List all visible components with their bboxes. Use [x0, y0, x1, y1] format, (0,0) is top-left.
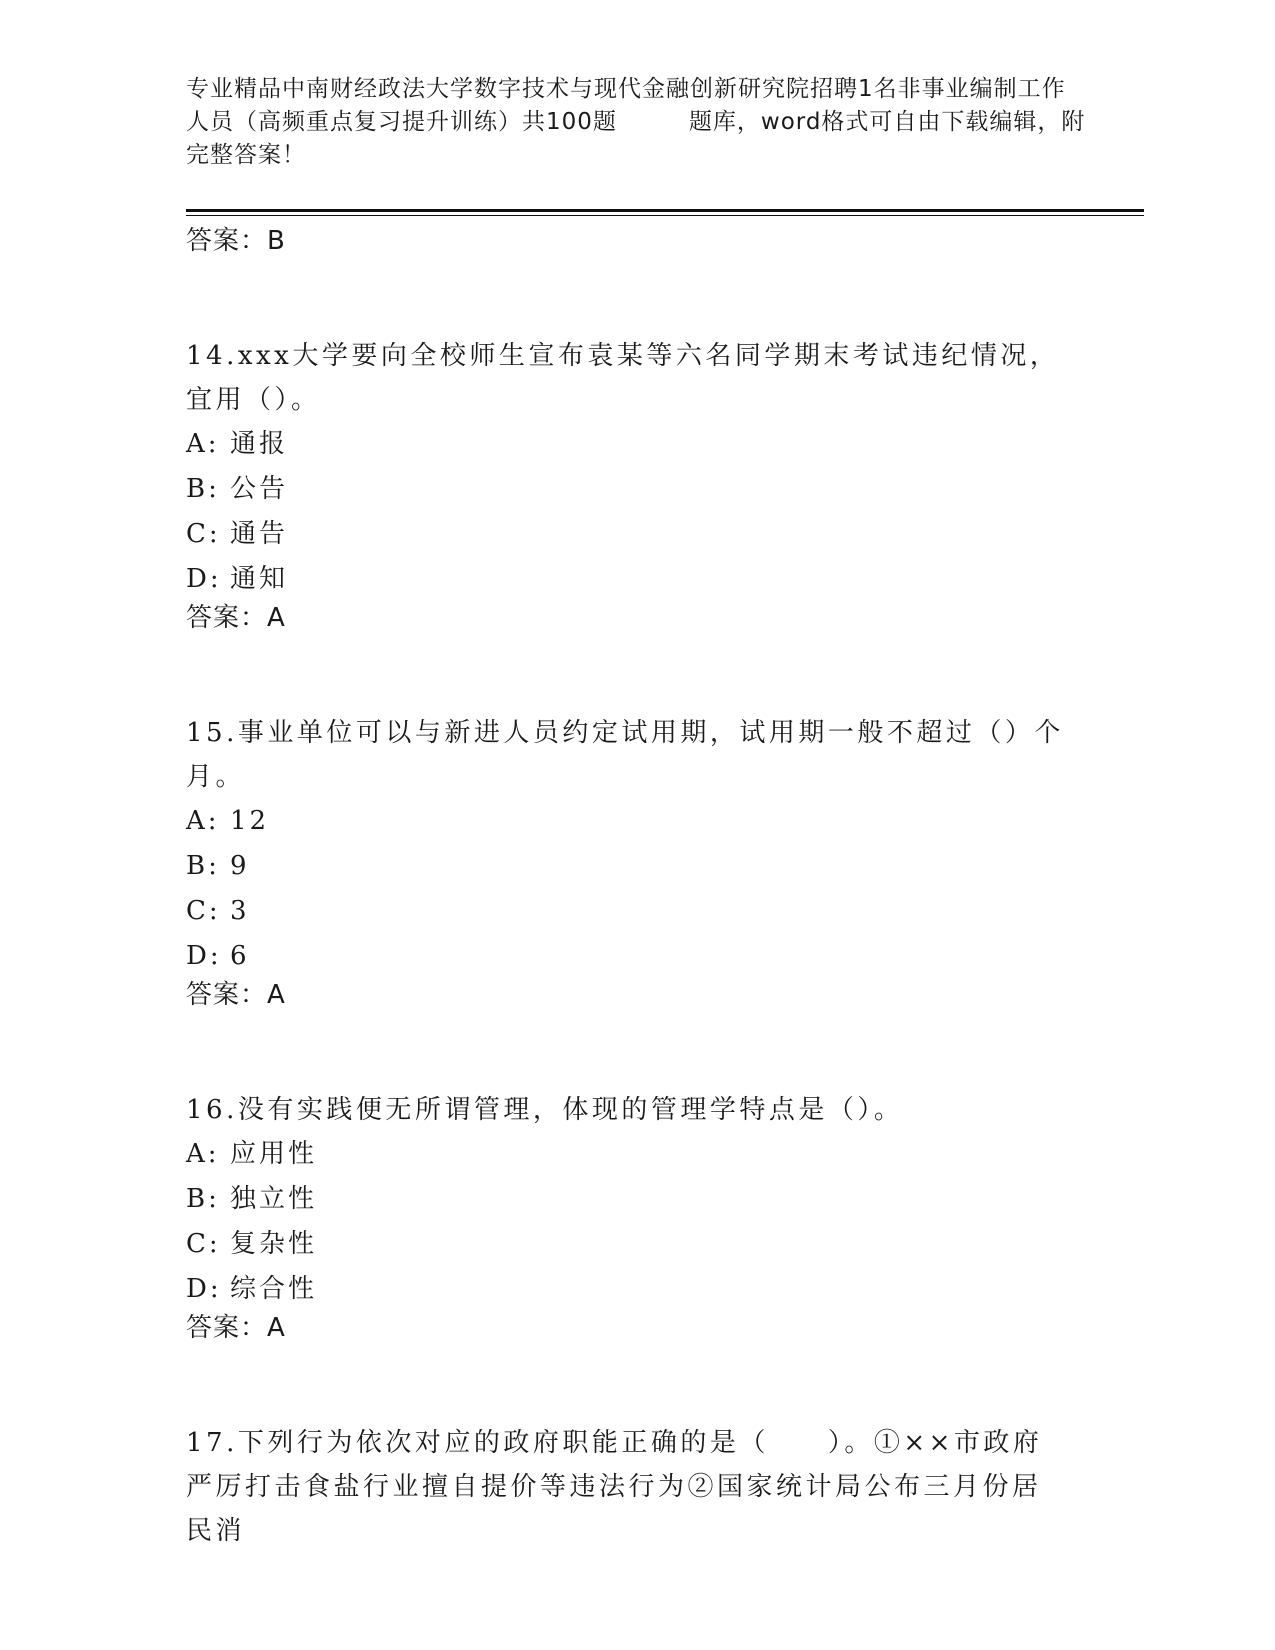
question-text: 16.没有实践便无所谓管理，体现的管理学特点是（）。: [186, 1095, 904, 1125]
option-text: 公告: [230, 474, 289, 504]
answer-16: 答案：A: [186, 1313, 286, 1343]
document-header: 专业精品中南财经政法大学数字技术与现代金融创新研究院招聘1名非事业编制工作人员（高频重点复习提升训练）共100题 题库，word格式可自由下载编辑，附完整答案！: [186, 76, 1086, 168]
option-text: 通知: [230, 564, 289, 594]
option-text: 综合性: [230, 1274, 318, 1304]
option-d: [186, 934, 1066, 979]
option-text: 复杂性: [230, 1229, 318, 1259]
option-key: A:: [186, 806, 220, 836]
option-a: [186, 799, 1066, 844]
header-divider-thin: [186, 215, 1144, 216]
option-text: 通报: [230, 429, 289, 459]
option-key: D:: [186, 1274, 222, 1304]
question-text: 15.事业单位可以与新进人员约定试用期，试用期一般不超过（）个月。: [186, 718, 1064, 792]
option-key: B:: [186, 851, 220, 881]
option-text: 独立性: [230, 1184, 318, 1214]
answer-14: 答案：A: [186, 603, 286, 633]
option-key: C:: [186, 1229, 221, 1259]
option-key: D:: [186, 941, 222, 971]
option-text: 9: [230, 851, 250, 881]
question-15: [186, 711, 1066, 1011]
option-a: [186, 422, 1066, 467]
option-key: D:: [186, 564, 222, 594]
option-d: [186, 557, 1066, 602]
answer-15: 答案：A: [186, 980, 286, 1010]
option-key: B:: [186, 1184, 220, 1214]
option-text: 12: [230, 806, 270, 836]
option-c: [186, 1222, 1066, 1267]
question-17: [186, 1421, 1066, 1553]
option-c: [186, 512, 1066, 557]
option-key: A:: [186, 1139, 220, 1169]
option-text: 3: [230, 896, 250, 926]
option-c: [186, 889, 1066, 934]
option-text: 通告: [230, 519, 289, 549]
header-divider-thick: [186, 209, 1144, 212]
question-text: 14.xxx大学要向全校师生宣布袁某等六名同学期末考试违纪情况，宜用（）。: [186, 341, 1060, 415]
option-text: 6: [230, 941, 250, 971]
option-key: C:: [186, 519, 221, 549]
option-b: [186, 467, 1066, 512]
option-d: [186, 1267, 1066, 1312]
option-text: 应用性: [230, 1139, 318, 1169]
question-16: [186, 1088, 1066, 1344]
answer-13: 答案：B: [186, 226, 286, 256]
question-content: [186, 225, 1066, 1553]
option-key: B:: [186, 474, 220, 504]
question-text: 17.下列行为依次对应的政府职能正确的是（ ）。①××市政府严厉打击食盐行业擅自提价等违法行为②国家统计局公布三月份居民消: [186, 1428, 1043, 1546]
option-a: [186, 1132, 1066, 1177]
option-b: [186, 844, 1066, 889]
option-key: C:: [186, 896, 221, 926]
question-14: [186, 334, 1066, 634]
option-key: A:: [186, 429, 220, 459]
option-b: [186, 1177, 1066, 1222]
